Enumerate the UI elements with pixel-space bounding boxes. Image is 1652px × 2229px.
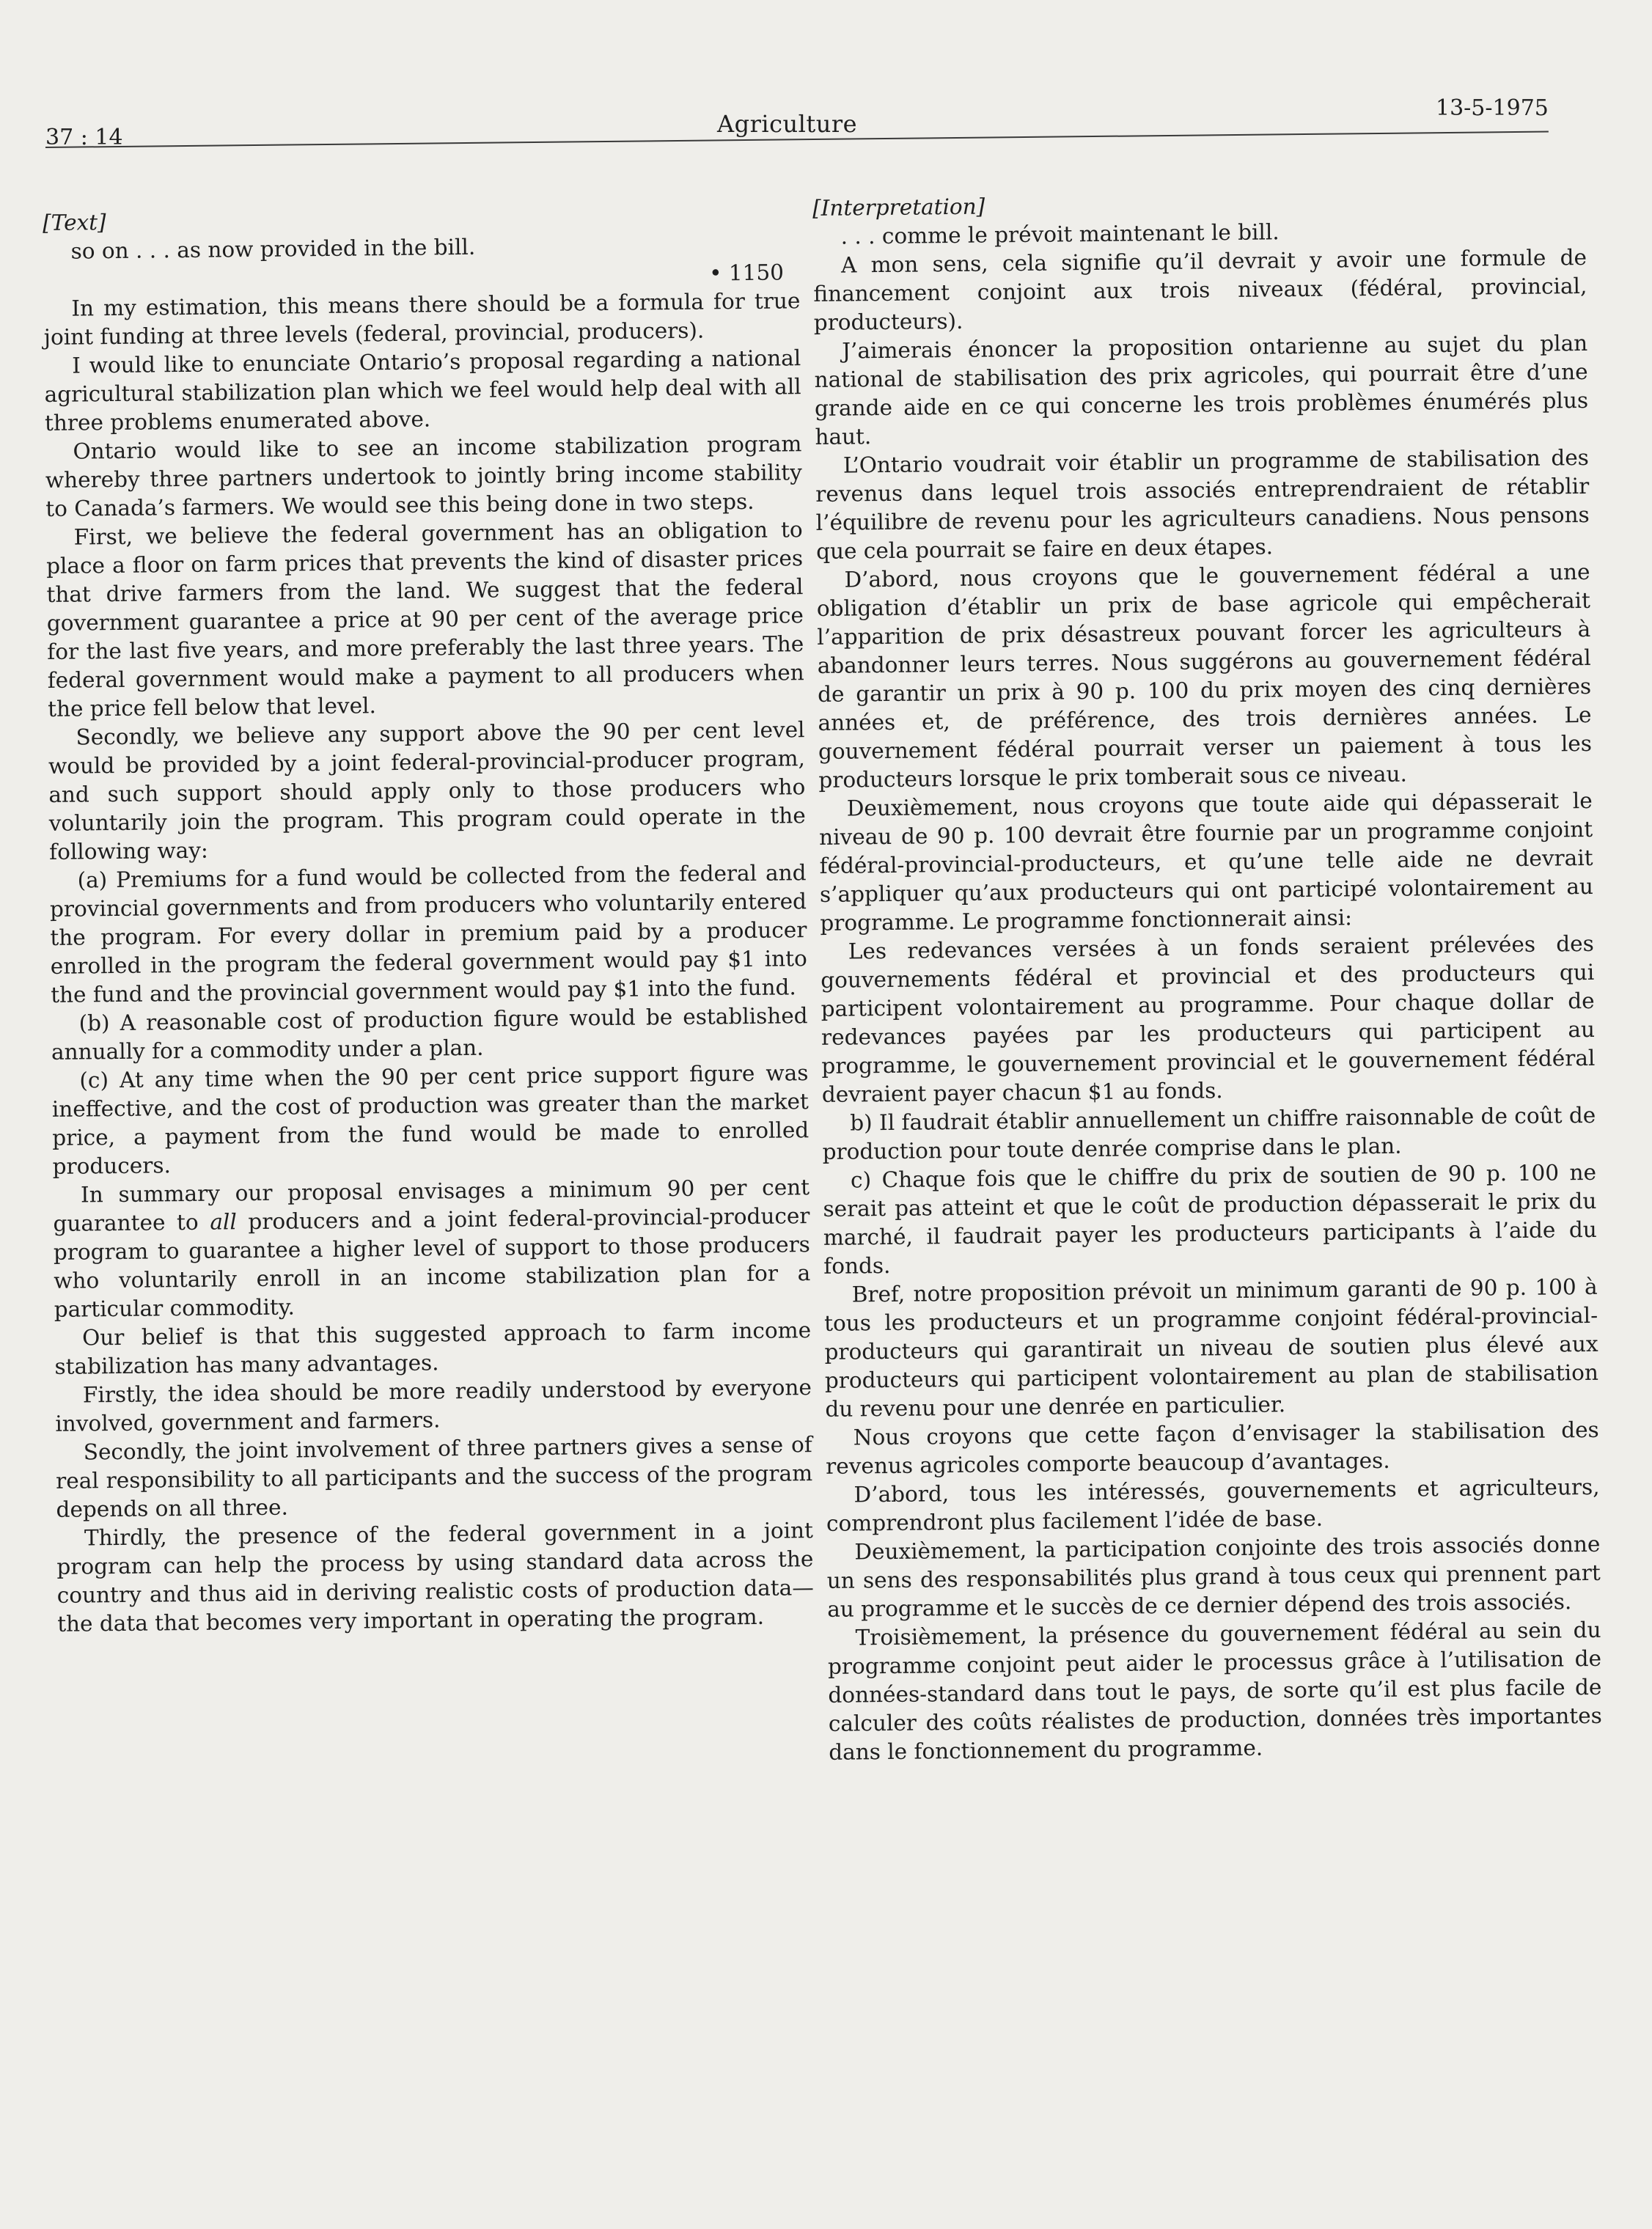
paragraph: (b) A reasonable cost of production figure would be established annually for a commodity under a plan. (51, 1003, 808, 1065)
paragraph: Secondly, the joint involvement of three partners gives a sense of real responsibility to all participants and the success of the program depends on all three. (55, 1432, 813, 1522)
page-title: Agriculture (717, 110, 858, 138)
paragraph: D’abord, tous les intéressés, gouvernements et agriculteurs, comprendront plus facilement l’idée de base. (826, 1474, 1600, 1536)
paragraph (53, 1173, 811, 1324)
time-marker: • 1150 (708, 260, 785, 286)
french-column (812, 186, 1602, 1767)
interpretation-tag: [Interpretation] (812, 194, 985, 221)
paragraph: Firstly, the idea should be more readily understood by everyone involved, government and farmers. (55, 1375, 812, 1436)
paragraph: Deuxièmement, la participation conjointe des trois associés donne un sens des responsabilités plus grand à tous ceux qui prennent part au programme et le succès de ce dernier dépend des trois associés. (826, 1531, 1601, 1622)
paragraph: Deuxièmement, nous croyons que toute aide qui dépasserait le niveau de 90 p. 100 devrait être fournie par un programme conjoint fédéral-provincial-producteurs, et qu’une telle aide ne devrait s’appliquer qu’aux producteurs qui ont participé volontairement au programme. Le programme fonctionnerait ainsi: (819, 787, 1594, 936)
paragraph: Secondly, we believe any support above the 90 per cent level would be provided by a joint federal-provincial-producer program, and such support should apply only to those producers who voluntarily join the program. This program could operate in the following way: (48, 717, 806, 864)
paragraph-text: In summary our proposal envisages a minimum 90 per cent guarantee to (53, 1175, 810, 1236)
paragraph: I would like to enunciate Ontario’s proposal regarding a national agricultural stabilization plan which we feel would help deal with all three problems enumerated above. (44, 345, 801, 436)
paragraph: D’abord, nous croyons que le gouvernement fédéral a une obligation d’établir un prix de base agricole qui empêcherait l’apparition de prix désastreux pouvant forcer les agriculteurs à abandonner leurs terres. Nous suggérons au gouvernement fédéral de garantir un prix à 90 p. 100 du prix moyen des cinq dernières années et, de préférence, des trois dernières années. Le gouvernement fédéral pourrait verser un paiement à tous les producteurs lorsque le prix tomberait sous ce niveau. (816, 559, 1593, 793)
paragraph: Bref, notre proposition prévoit un minimum garanti de 90 p. 100 à tous les producteurs et un programme conjoint fédéral-provincial-producteurs qui garantirait un niveau de soutien plus élevé aux producteurs qui participent volontairement au plan de stabilisation du revenu pour une denrée en particulier. (823, 1274, 1599, 1422)
emphasis-text: all (210, 1209, 237, 1235)
paragraph: (c) At any time when the 90 per cent price support figure was ineffective, and the cost of production was greater than the market price, a payment from the fund would be made to enrolled producers. (51, 1060, 810, 1179)
paragraph: Troisièmement, la présence du gouvernement fédéral au sein du programme conjoint peut aider le processus grâce à l’utilisation de données-standard dans tout le pays, de sorte qu’il est plus facile de calculer des coûts réalistes de production, données très importantes dans le fonctionnement du programme. (827, 1617, 1602, 1765)
text-tag: [Text] (43, 210, 106, 235)
paragraph: Thirdly, the presence of the federal government in a joint program can help the process by using standard data across the country and thus aid in deriving realistic costs of production data—the data that becomes very important in operating the program. (56, 1518, 814, 1637)
paragraph: L’Ontario voudrait voir établir un programme de stabilisation des revenus dans lequel trois associés entreprendraient de rétablir l’équilibre de revenu pour les agriculteurs canadiens. Nous pensons que cela pourrait se faire en deux étapes. (815, 444, 1590, 564)
paragraph: . . . comme le prévoit maintenant le bill. (840, 219, 1280, 249)
paragraph: so on . . . as now provided in the bill. (70, 234, 476, 264)
paragraph: b) Il faudrait établir annuellement un chiffre raisonnable de coût de production pour toute denrée comprise dans le plan. (822, 1102, 1596, 1164)
paragraph: c) Chaque fois que le chiffre du prix de soutien de 90 p. 100 ne serait pas atteint et que le coût de production dépasserait le prix du marché, il faudrait payer les producteurs participants à l’aide du fonds. (823, 1159, 1598, 1279)
paragraph: (a) Premiums for a fund would be collected from the federal and provincial governments and from producers who voluntarily entered the program. For every dollar in premium paid by a producer enrolled in the program the federal government would pay $1 into the fund and the provincial government would pay $1 into the fund. (49, 860, 807, 1007)
paragraph: First, we believe the federal government has an obligation to place a floor on farm prices that prevents the kind of disaster prices that drive farmers from the land. We suggest that the federal government guarantee a price at 90 per cent of the average price for the last five years, and more preferably the last three years. The federal government would make a payment to all producers when the price fell below that level. (45, 517, 804, 721)
english-column (43, 201, 814, 1639)
page-number: 37 : 14 (45, 125, 123, 150)
paragraph: Our belief is that this suggested approach to farm income stabilization has many advantages. (54, 1318, 812, 1379)
paragraph: A mon sens, cela signifie qu’il devrait y avoir une formule de financement conjoint aux trois niveaux (fédéral, provincial, producteurs). (813, 244, 1587, 335)
paragraph-text: producers and a joint federal-provincial-producer program to guarantee a higher level of support to those producers who voluntarily enroll in an income stabilization plan for a particular commodity. (53, 1203, 811, 1322)
paragraph: Ontario would like to see an income stabilization program whereby three partners undertook to jointly bring income stability to Canada’s farmers. We would see this being done in two steps. (45, 431, 802, 521)
paragraph: In my estimation, this means there should be a formula for true joint funding at three levels (federal, provincial, producers). (43, 288, 801, 350)
paragraph: J’aimerais énoncer la proposition ontarienne au sujet du plan national de stabilisation des prix agricoles, qui pourrait être d’une grande aide en ce qui concerne les trois problèmes énumérés plus haut. (814, 330, 1589, 449)
page-date: 13-5-1975 (1436, 95, 1549, 121)
paragraph: Nous croyons que cette façon d’envisager la stabilisation des revenus agricoles comporte beaucoup d’avantages. (825, 1417, 1599, 1479)
paragraph: Les redevances versées à un fonds seraient prélevées des gouvernements fédéral et provincial et des producteurs qui participent volontairement au programme. Pour chaque dollar de redevances payées par les producteurs qui participent au programme, le gouvernement provincial et le gouvernement fédéral devraient payer chacun $1 au fonds. (821, 930, 1596, 1107)
